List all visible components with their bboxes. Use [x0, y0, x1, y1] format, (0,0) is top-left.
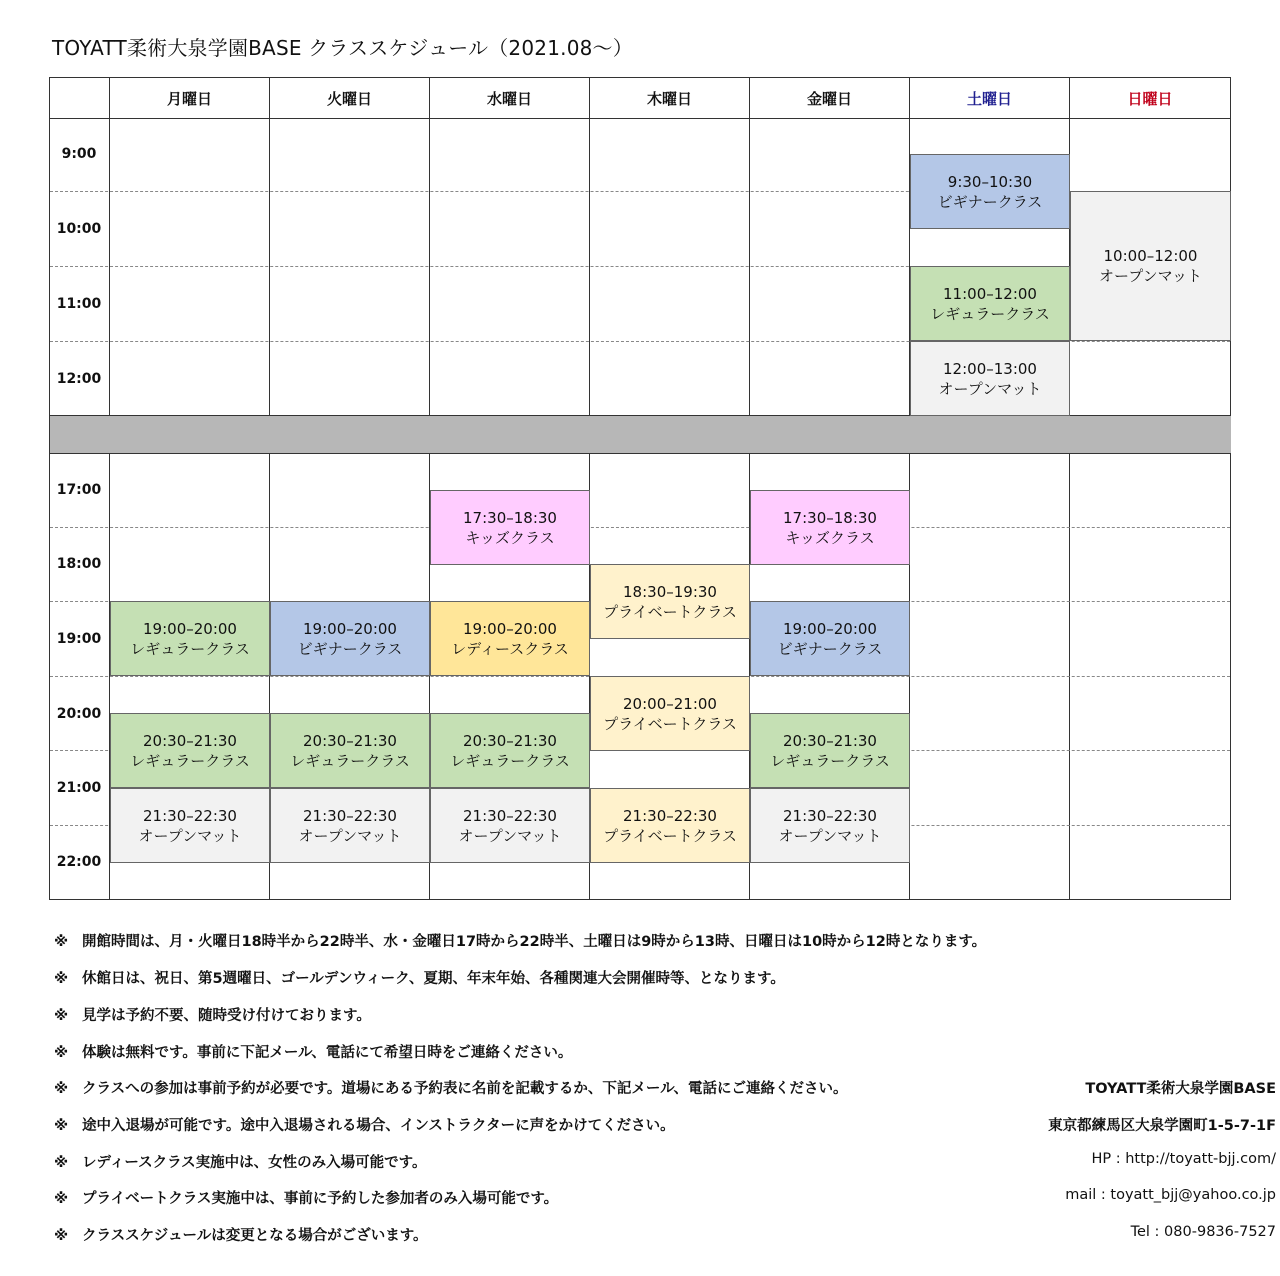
class-block: 20:30–21:30 レギュラークラス: [110, 713, 270, 788]
note-item: ※ プライベートクラス実施中は、事前に予約した参加者のみ入場可能です。: [54, 1191, 559, 1207]
class-block: 19:00–20:00 ビギナークラス: [750, 601, 910, 676]
class-block: 12:00–13:00 オープンマット: [910, 341, 1070, 416]
contact-address: 東京都練馬区大泉学園町1-5-7-1F: [1048, 1118, 1276, 1134]
class-block: 20:30–21:30 レギュラークラス: [750, 713, 910, 788]
break-band: [50, 416, 1231, 453]
note-item: ※ 途中入退場が可能です。途中入退場される場合、インストラクターに声をかけてください。: [54, 1118, 675, 1134]
time-label: 10:00: [56, 221, 102, 237]
time-label: 22:00: [56, 854, 102, 870]
contact-tel: Tel : 080-9836-7527: [1130, 1224, 1276, 1240]
class-block: 19:00–20:00 レギュラークラス: [110, 601, 270, 676]
day-header-fri: 金曜日: [806, 89, 852, 108]
class-block: 17:30–18:30 キッズクラス: [750, 490, 910, 565]
day-header-mon: 月曜日: [166, 89, 212, 108]
contact-mail[interactable]: mail : toyatt_bjj@yahoo.co.jp: [1065, 1187, 1276, 1203]
time-label: 20:00: [56, 706, 102, 722]
class-block: 17:30–18:30 キッズクラス: [430, 490, 590, 565]
day-header-tue: 火曜日: [326, 89, 372, 108]
class-block: 18:30–19:30 プライベートクラス: [590, 564, 750, 639]
time-label: 12:00: [56, 371, 102, 387]
class-block: 21:30–22:30 オープンマット: [430, 788, 590, 863]
day-header-sat: 土曜日: [966, 89, 1012, 108]
day-header-thu: 木曜日: [646, 89, 692, 108]
time-label: 19:00: [56, 631, 102, 647]
class-block: 20:00–21:00 プライベートクラス: [590, 676, 750, 751]
class-block: 21:30–22:30 プライベートクラス: [590, 788, 750, 863]
day-header-sun: 日曜日: [1127, 89, 1173, 108]
note-item: ※ クラスへの参加は事前予約が必要です。道場にある予約表に名前を記載するか、下記メール、電話にご連絡ください。: [54, 1081, 848, 1097]
class-block: 21:30–22:30 オープンマット: [750, 788, 910, 863]
note-item: ※ クラススケジュールは変更となる場合がございます。: [54, 1228, 428, 1244]
class-block: 19:00–20:00 レディースクラス: [430, 601, 590, 676]
contact-name: TOYATT柔術大泉学園BASE: [1085, 1081, 1276, 1097]
note-item: ※ 休館日は、祝日、第5週曜日、ゴールデンウィーク、夏期、年末年始、各種関連大会開催時等、となります。: [54, 971, 785, 987]
page-title: TOYATT柔術大泉学園BASE クラススケジュール（2021.08～）: [52, 36, 633, 60]
note-item: ※ 開館時間は、月・火曜日18時半から22時半、水・金曜日17時から22時半、土曜日は9時から13時、日曜日は10時から12時となります。: [54, 934, 987, 950]
class-block: 20:30–21:30 レギュラークラス: [270, 713, 430, 788]
contact-hp[interactable]: HP : http://toyatt-bjj.com/: [1091, 1151, 1276, 1167]
class-block: 21:30–22:30 オープンマット: [270, 788, 430, 863]
class-block: 19:00–20:00 ビギナークラス: [270, 601, 430, 676]
class-block: 9:30–10:30 ビギナークラス: [910, 154, 1070, 229]
time-label: 18:00: [56, 556, 102, 572]
time-label: 9:00: [61, 146, 97, 162]
note-item: ※ 体験は無料です。事前に下記メール、電話にて希望日時をご連絡ください。: [54, 1045, 573, 1061]
class-block: 11:00–12:00 レギュラークラス: [910, 266, 1070, 341]
class-block: 21:30–22:30 オープンマット: [110, 788, 270, 863]
note-item: ※ 見学は予約不要、随時受け付けております。: [54, 1008, 371, 1024]
class-block: 10:00–12:00 オープンマット: [1070, 191, 1231, 341]
time-label: 11:00: [56, 296, 102, 312]
day-header-wed: 水曜日: [486, 89, 532, 108]
class-block: 20:30–21:30 レギュラークラス: [430, 713, 590, 788]
time-label: 17:00: [56, 482, 102, 498]
note-item: ※ レディースクラス実施中は、女性のみ入場可能です。: [54, 1155, 427, 1171]
time-label: 21:00: [56, 780, 102, 796]
